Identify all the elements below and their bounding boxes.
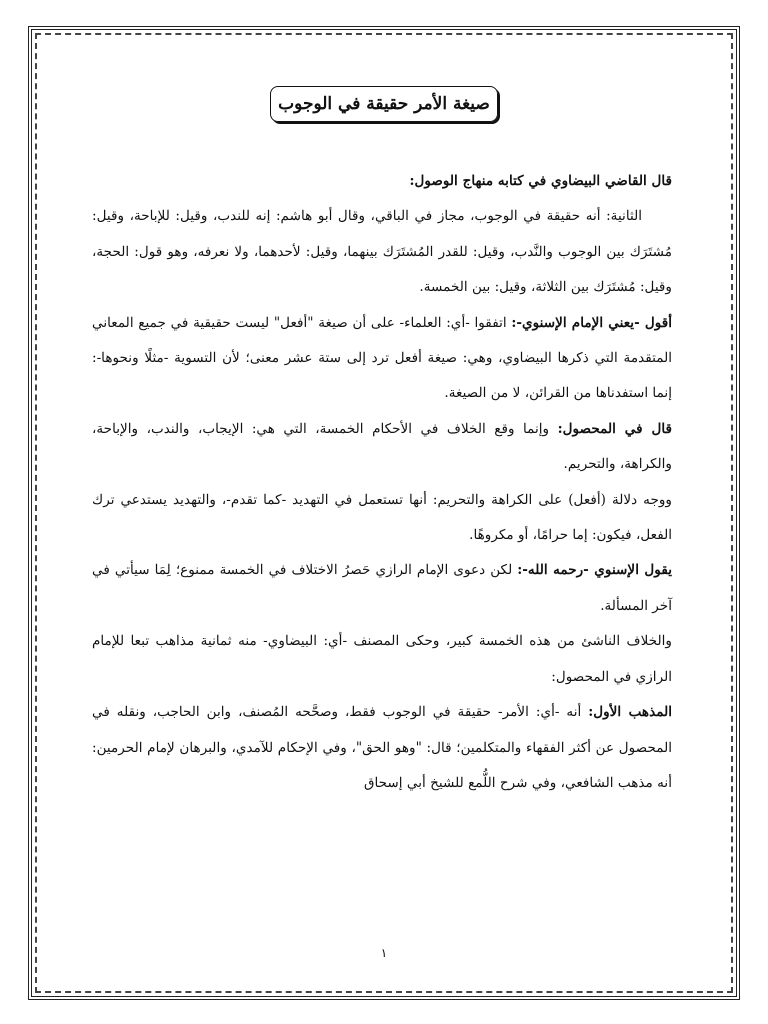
paragraph-intro — [92, 164, 672, 199]
paragraph-mahsul-text: وإنما وقع الخلاف في الأحكام الخمسة، التي هي: الإيجاب، والندب، والإباحة، والكراهة، والتحريم. — [92, 420, 672, 473]
paragraph-khilaf-text: والخلاف الناشئ من هذه الخمسة كبير، وحكى المصنف -أي: البيضاوي- منه ثمانية مذاهب تبعا للإمام الرازي في المحصول: — [92, 633, 672, 685]
paragraph-isnawi-text: اتفقوا -أي: العلماء- على أن صيغة "أفعل" ليست حقيقية في جميع المعاني المتقدمة التي ذكرها البيضاوي، وهي: صيغة أفعل ترد إلى ستة عشر معنى؛ لأن التسوية -مثلًا ونحوها-: إنما استفدناها من القرائن، لا من الصيغة. — [92, 314, 672, 402]
section-heading: صيغة الأمر حقيقة في الوجوب — [270, 86, 498, 122]
page-number: ١ — [380, 946, 388, 960]
paragraph-isnawi — [92, 306, 672, 412]
body-text — [92, 164, 672, 801]
paragraph-isnawi-objection — [92, 553, 672, 624]
paragraph-quote — [92, 199, 672, 305]
paragraph-isnawi-objection-text: لكن دعوى الإمام الرازي حَصرُ الاختلاف في الخمسة ممنوع؛ لِمَا سيأتي في آخر المسألة. — [92, 562, 672, 614]
paragraph-isnawi-lead: أقول -يعني الإمام الإسنوي-: — [511, 314, 672, 331]
paragraph-dalala-text: ووجه دلالة (أفعل) على الكراهة والتحريم: أنها تستعمل في التهديد -كما تقدم-، والتهديد يستدعي ترك الفعل، فيكون: إما حرامًا، أو مكروهًا. — [92, 491, 672, 544]
paragraph-khilaf — [92, 624, 672, 695]
paragraph-quote-text: الثانية: أنه حقيقة في الوجوب، مجاز في الباقي، وقال أبو هاشم: إنه للندب، وقيل: للإباحة، وقيل: مُشتَرَك بين الوجوب والنَّدب، وقيل: للقدر المُشتَرَك بينهما، وقيل: لأحدهما، ولا نعرفه، وهو قول: الحجة، وقيل: مُشتَرَك بين الثلاثة، وقيل: بين الخمسة. — [92, 208, 672, 296]
paragraph-isnawi-objection-lead: يقول الإسنوي -رحمه الله-: — [517, 562, 672, 579]
paragraph-mahsul — [92, 412, 672, 483]
paragraph-first-school — [92, 695, 672, 801]
paragraph-mahsul-lead: قال في المحصول: — [557, 420, 672, 437]
paragraph-dalala — [92, 483, 672, 554]
paragraph-first-school-lead: المذهب الأول: — [588, 704, 672, 721]
paragraph-first-school-text: أنه -أي: الأمر- حقيقة في الوجوب فقط، وصحَّحه المُصنف، وابن الحاجب، ونقله في المحصول عن أكثر الفقهاء والمتكلمين؛ قال: "وهو الحق"، وفي الإحكام للآمدي، والبرهان لإمام الحرمين: أنه مذهب الشافعي، وفي شرح اللُّمع للشيخ أبي إسحاق — [92, 704, 672, 791]
paragraph-intro-text: قال القاضي البيضاوي في كتابه منهاج الوصول: — [409, 173, 672, 189]
